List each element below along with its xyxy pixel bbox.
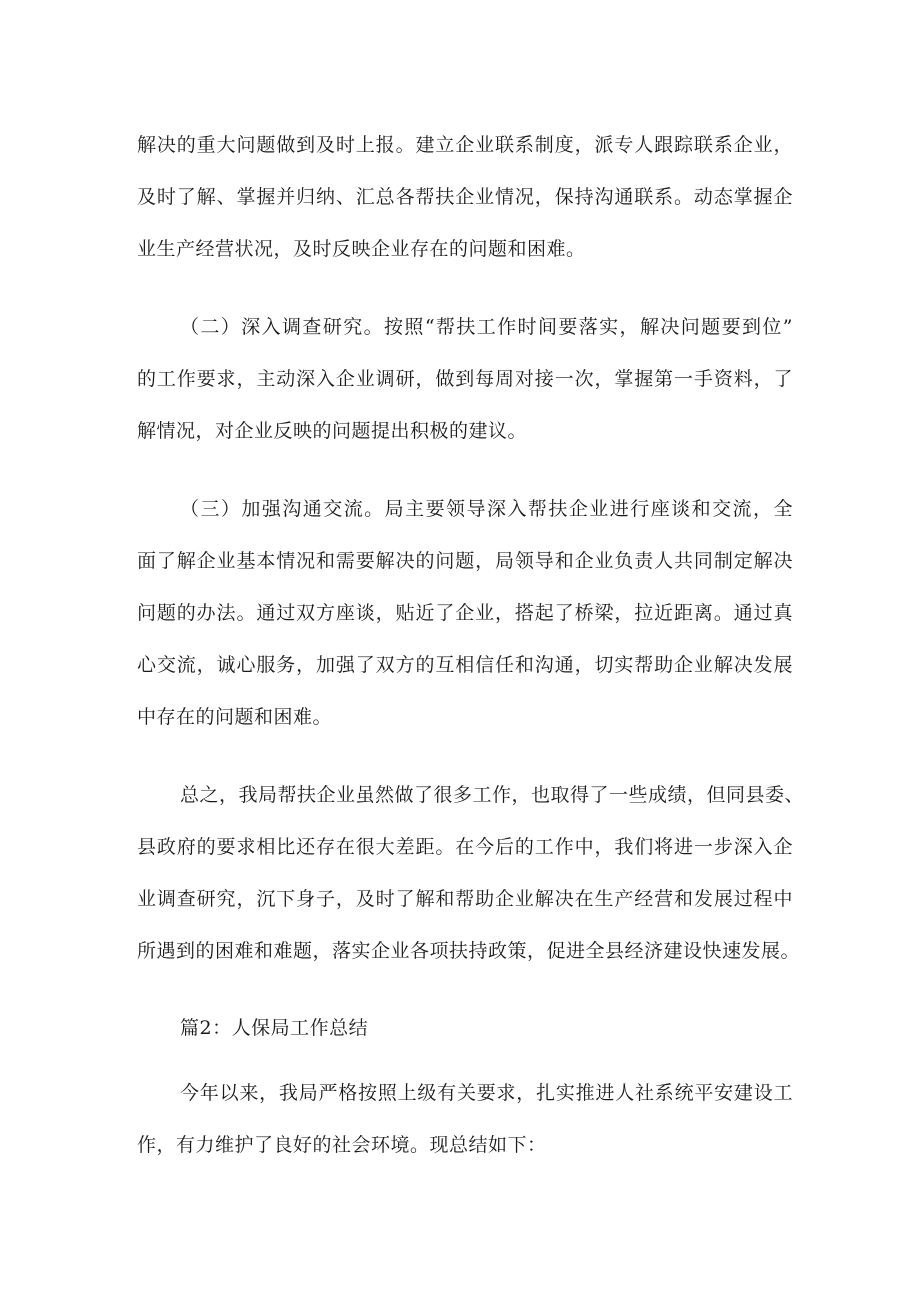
text-line: 解情况，对企业反映的问题提出积极的建议。 (137, 420, 528, 442)
text-line: （三）加强沟通交流。局主要领导深入帮扶企业进行座谈和交流，全 (180, 498, 793, 520)
text-line: （二）深入调查研究。按照“帮扶工作时间要落实，解决问题要到位” (180, 316, 793, 338)
text-line: 心交流，诚心服务，加强了双方的互相信任和沟通，切实帮助企业解决发展 (137, 654, 793, 676)
text-line: 解决的重大问题做到及时上报。建立企业联系制度，派专人跟踪联系企业， (137, 134, 793, 156)
text-line: 中存在的问题和困难。 (137, 706, 333, 728)
text-line: 总之，我局帮扶企业虽然做了很多工作，也取得了一些成绩，但同县委、 (180, 784, 805, 806)
text-line: 业调查研究，沉下身子，及时了解和帮助企业解决在生产经营和发展过程中 (137, 888, 793, 910)
text-line: 今年以来，我局严格按照上级有关要求，扎实推进人社系统平安建设工 (180, 1082, 793, 1104)
text-line: 业生产经营状况，及时反映企业存在的问题和困难。 (137, 238, 586, 260)
text-line: 及时了解、掌握并归纳、汇总各帮扶企业情况，保持沟通联系。动态掌握企 (137, 186, 793, 208)
text-line: 所遇到的困难和难题，落实企业各项扶持政策，促进全县经济建设快速发展。 (137, 940, 801, 962)
text-line: 作，有力维护了良好的社会环境。现总结如下： (137, 1134, 547, 1156)
text-line: 的工作要求，主动深入企业调研，做到每周对接一次，掌握第一手资料，了 (137, 368, 793, 390)
text-line: 面了解企业基本情况和需要解决的问题，局领导和企业负责人共同制定解决 (137, 550, 793, 572)
text-line: 问题的办法。通过双方座谈，贴近了企业，搭起了桥梁，拉近距离。通过真 (137, 602, 793, 624)
section-heading: 篇2：人保局工作总结 (180, 1017, 369, 1039)
text-line: 县政府的要求相比还存在很大差距。在今后的工作中，我们将进一步深入企 (137, 836, 793, 858)
